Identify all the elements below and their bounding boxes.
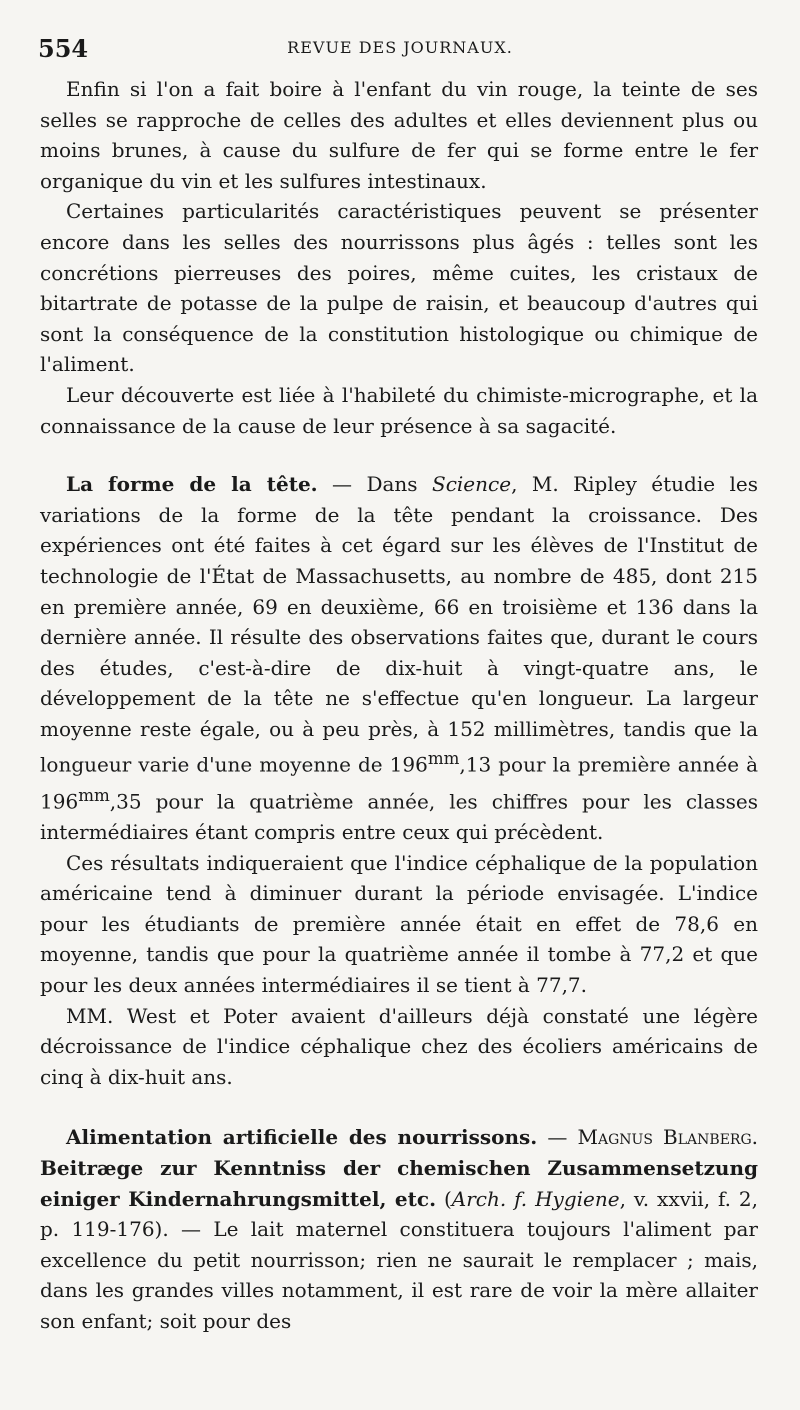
text-span: — xyxy=(537,1125,578,1150)
section-gap xyxy=(40,1092,758,1122)
unit-mm: mm xyxy=(78,785,110,805)
section-head-shape-paragraph-3: MM. West et Poter avaient d'ailleurs déjà constaté une légère décroissance de l'indice céphalique chez des écoliers américains de cinq à dix-huit ans. xyxy=(40,1003,758,1089)
author-name: Magnus Blanberg. xyxy=(577,1125,759,1150)
cited-work-title: Beitræge zur Kenntniss der chemischen Zusammensetzung einiger Kindernahrungsmittel, etc. xyxy=(40,1155,758,1211)
section-head-shape-paragraph xyxy=(40,469,758,847)
section-feeding-paragraph xyxy=(40,1122,758,1336)
paragraph-2: Certaines particularités caractéristiques peuvent se présenter encore dans les selles des nourrissons plus âgés : telles sont les concrétions pierreuses des poires, même cuites, les cristaux de bitartrate de potasse de la pulpe de raisin, et beaucoup d'autres qui sont la conséquence de la constitution histologique ou chimique de l'aliment. xyxy=(40,199,758,377)
text-span: ,35 pour la quatrième année, les chiffres pour les classes intermédiaires étant compris entre ceux qui précèdent. xyxy=(40,789,758,844)
page-header xyxy=(38,34,762,66)
paragraph-3: Leur découverte est liée à l'habileté du chimiste-micrographe, et la connaissance de la cause de leur présence à sa sagacité. xyxy=(40,382,758,438)
section-head-shape-paragraph-2: Ces résultats indiqueraient que l'indice céphalique de la population américaine tend à diminuer durant la période envisagée. L'indice pour les étudiants de première année était en effet de 78,6 en moyenne, tandis que pour la quatrième année il tombe à 77,2 et que pour les deux années intermédiaires il se tient à 77,7. xyxy=(40,850,758,997)
text-span: — Dans xyxy=(317,472,432,497)
text-span: ( xyxy=(436,1186,452,1211)
text-span: — Le lait maternel constituera toujours l'aliment par excellence du petit nourrisson; rien ne saurait le remplacer ; mais, dans les grandes villes notamment, il est rare de voir la mère allaiter son enfant; soit pour des xyxy=(40,1217,758,1333)
section-title-feeding: Alimentation artificielle des nourrissons. xyxy=(66,1125,538,1150)
running-title: REVUE DES JOURNAUX. xyxy=(287,38,513,57)
citation-reference: , v. xxvii, f. 2, p. 119-176). xyxy=(40,1186,758,1242)
text-span: ,13 pour la première année à 196 xyxy=(40,753,758,814)
section-gap xyxy=(40,441,758,469)
section-title-head-shape: La forme de la tête. xyxy=(66,472,318,497)
paragraph-1: Enfin si l'on a fait boire à l'enfant du vin rouge, la teinte de ses selles se rapproche de celles des adultes et elles deviennent plus ou moins brunes, à cause du sulfure de fer qui se forme entre le fer organique du vin et les sulfures intestinaux. xyxy=(40,77,758,193)
unit-mm: mm xyxy=(427,749,460,769)
text-span: , M. Ripley étudie les variations de la forme de la tête pendant la croissance. Des expériences ont été faites à cet égard sur les élèves de l'Institut de technologie de l'État de Massachusetts, au nombre de 485, dont 215 en première année, 69 en deuxième, 66 en troisième et 136 dans la dernière année. Il résulte des observations faites que, durant le cours des études, c'est-à-dire de dix-huit à vingt-quatre ans, le développement de la tête ne s'effectue qu'en longueur. La largeur moyenne reste égale, ou à peu près, à 152 millimètres, tandis que la longueur varie d'une moyenne de 196 xyxy=(40,472,758,778)
journal-title-science: Science xyxy=(432,472,512,497)
journal-title-arch-hygiene: Arch. f. Hygiene xyxy=(451,1186,620,1211)
body-text xyxy=(40,74,758,1336)
page-number: 554 xyxy=(38,34,89,63)
